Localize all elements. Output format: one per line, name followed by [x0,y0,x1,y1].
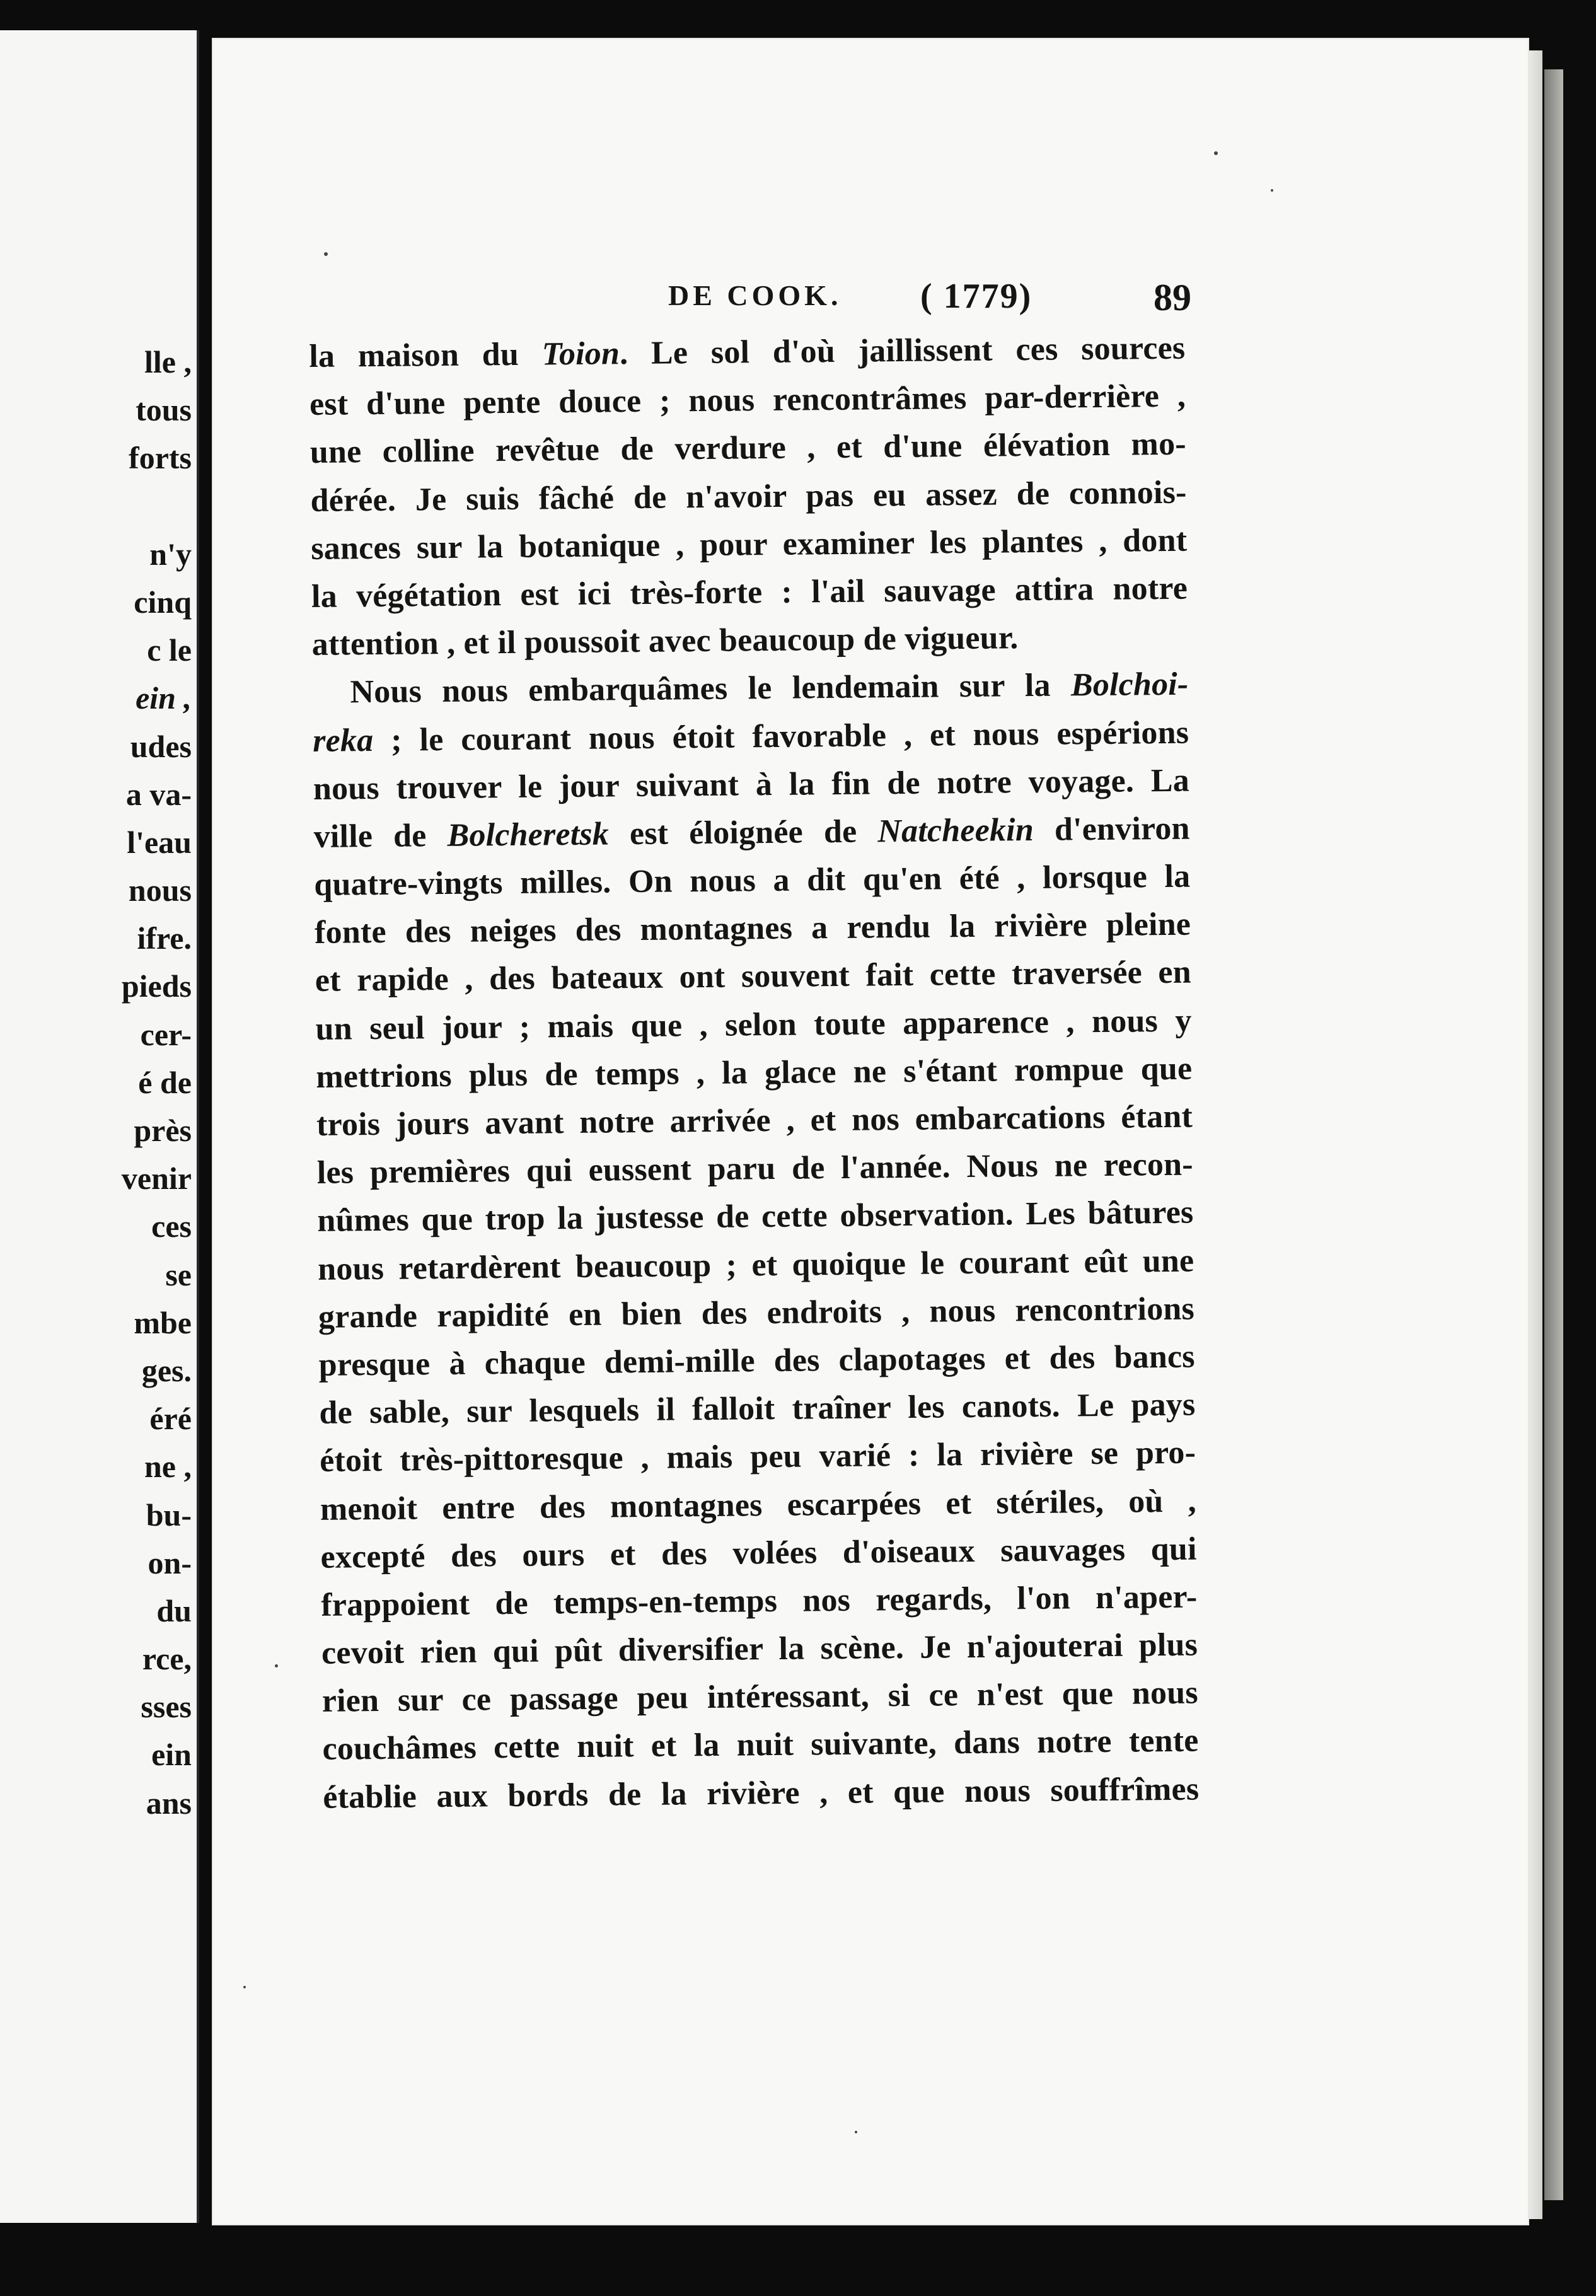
page-header [668,276,1191,320]
left-page-line: a va- [125,776,192,812]
left-page-line: lle , [144,344,192,380]
paper-speck [855,2131,857,2133]
text-line: grande rapidité en bien des endroits , nous rencontrions [318,1290,1195,1335]
left-page-line: forts [129,440,192,476]
body-text [309,325,1200,1822]
left-page-line [122,482,192,530]
left-page-line: ifre. [137,920,192,956]
year-heading: ( 1779) [920,277,1032,316]
paper-speck [324,252,328,256]
italic-proper-noun: Natcheekin [877,811,1034,850]
text-line: quatre-vingts milles. On nous a dit qu'en été , lorsque la [314,858,1191,903]
left-page-line: ein , [136,680,192,716]
left-page-line-fragments [122,338,192,1827]
page-number: 89 [1154,277,1191,318]
text-line: trois jours avant notre arrivée , et nos embarcations étant [316,1098,1193,1143]
text-line: nûmes que trop la justesse de cette observation. Les bâtures [317,1194,1194,1239]
left-page-line: du [156,1592,192,1628]
italic-proper-noun: Toion [541,335,620,373]
left-page-line: venir [121,1161,192,1197]
italic-proper-noun: Bolchoi- [1070,666,1189,704]
left-page-line: ein [151,1737,192,1773]
italic-proper-noun: reka [312,722,374,759]
text-line: nous trouver le jour suivant à la fin de notre voyage. La [313,762,1190,807]
left-page-line: on- [147,1545,192,1580]
text-line: étoit très-pittoresque , mais peu varié : la rivière se pro- [319,1434,1196,1480]
left-page-line: près [134,1113,192,1148]
text-line: menoit entre des montagnes escarpées et stériles, où , [320,1483,1197,1528]
left-page-line: cinq [134,584,192,620]
text-line: établie aux bords de la rivière , et que nous souffrîmes [323,1771,1200,1816]
text-line: attention , et il poussoit avec beaucoup de vigueur. [311,620,1019,663]
left-page-line: bu- [146,1497,192,1533]
text-line: nous retardèrent beaucoup ; et quoique le courant eût une [317,1243,1194,1287]
text-line: mettrions plus de temps , la glace ne s'étant rompue que [316,1050,1193,1095]
left-page-line: mbe [134,1304,192,1340]
left-page-line: ces [151,1209,192,1244]
text-line: sances sur la botanique , pour examiner les plantes , dont [311,522,1188,567]
left-page-line: rce, [142,1641,192,1677]
paper-speck [243,1986,246,1988]
left-page-line: udes [130,728,192,764]
left-page-line: l'eau [127,824,192,860]
left-page-line: c le [147,632,192,668]
text-line: fonte des neiges des montagnes a rendu la rivière pleine [314,906,1191,951]
italic-proper-noun: Bolcheretsk [447,816,610,854]
text-line: la végétation est ici très-forte : l'ail sauvage attira notre [311,570,1188,615]
text-line: de sable, sur lesquels il falloit traîner les canots. Le pays [319,1386,1196,1432]
text-line: un seul jour ; mais que , selon toute apparence , nous y [315,1002,1192,1047]
paper-speck [1271,189,1273,192]
text-line: frappoient de temps-en-temps nos regards, l'on n'aper- [321,1579,1198,1623]
left-page-line: pieds [121,968,192,1004]
text-line: excepté des ours et des volées d'oiseaux sauvages qui [320,1531,1197,1575]
left-page-line: nous [128,873,192,908]
text-line: est d'une pente douce ; nous rencontrâmes par-derrière , [309,378,1186,423]
text-line: la maison du Toion. Le sol d'où jaillissent ces sources [309,330,1186,374]
text-line: reka ; le courant nous étoit favorable , et nous espérions [312,714,1189,759]
left-page-line: ges. [141,1352,192,1388]
book-cover-edge [1544,69,1563,2200]
text-line: ville de Bolcheretsk est éloignée de Natcheekin d'environ [313,810,1190,855]
left-page-line: n'y [149,536,192,572]
left-page-fragment [0,30,199,2223]
left-page-line: ne , [144,1449,192,1485]
text-line: les premières qui eussent paru de l'année. Nous ne recon- [316,1146,1194,1191]
left-page-line: cer- [140,1016,192,1052]
paper-speck [275,1664,278,1667]
text-line: presque à chaque demi-mille des clapotages et des bancs [318,1338,1195,1383]
left-page-line: sses [141,1689,192,1725]
text-line: Nous nous embarquâmes le lendemain sur la Bolchoi- [350,666,1189,710]
left-page-line: se [165,1256,192,1292]
left-page-line: éré [149,1401,192,1437]
text-line: rien sur ce passage peu intéressant, si ce n'est que nous [321,1674,1199,1720]
running-head: DE COOK. [668,279,842,311]
left-page-line: ans [146,1785,192,1821]
text-line: et rapide , des bateaux ont souvent fait cette traversée en [315,954,1192,999]
left-page-line: é de [138,1064,192,1100]
text-line: couchâmes cette nuit et la nuit suivante, dans notre tente [322,1722,1199,1768]
text-line: cevoit rien qui pût diversifier la scène. Je n'ajouterai plus [321,1626,1198,1671]
text-line: une colline revêtue de verdure , et d'une élévation mo- [309,426,1187,471]
left-page-line: tous [136,392,192,428]
paper-speck [1214,151,1218,155]
text-line: dérée. Je suis fâché de n'avoir pas eu assez de connois- [310,474,1187,519]
